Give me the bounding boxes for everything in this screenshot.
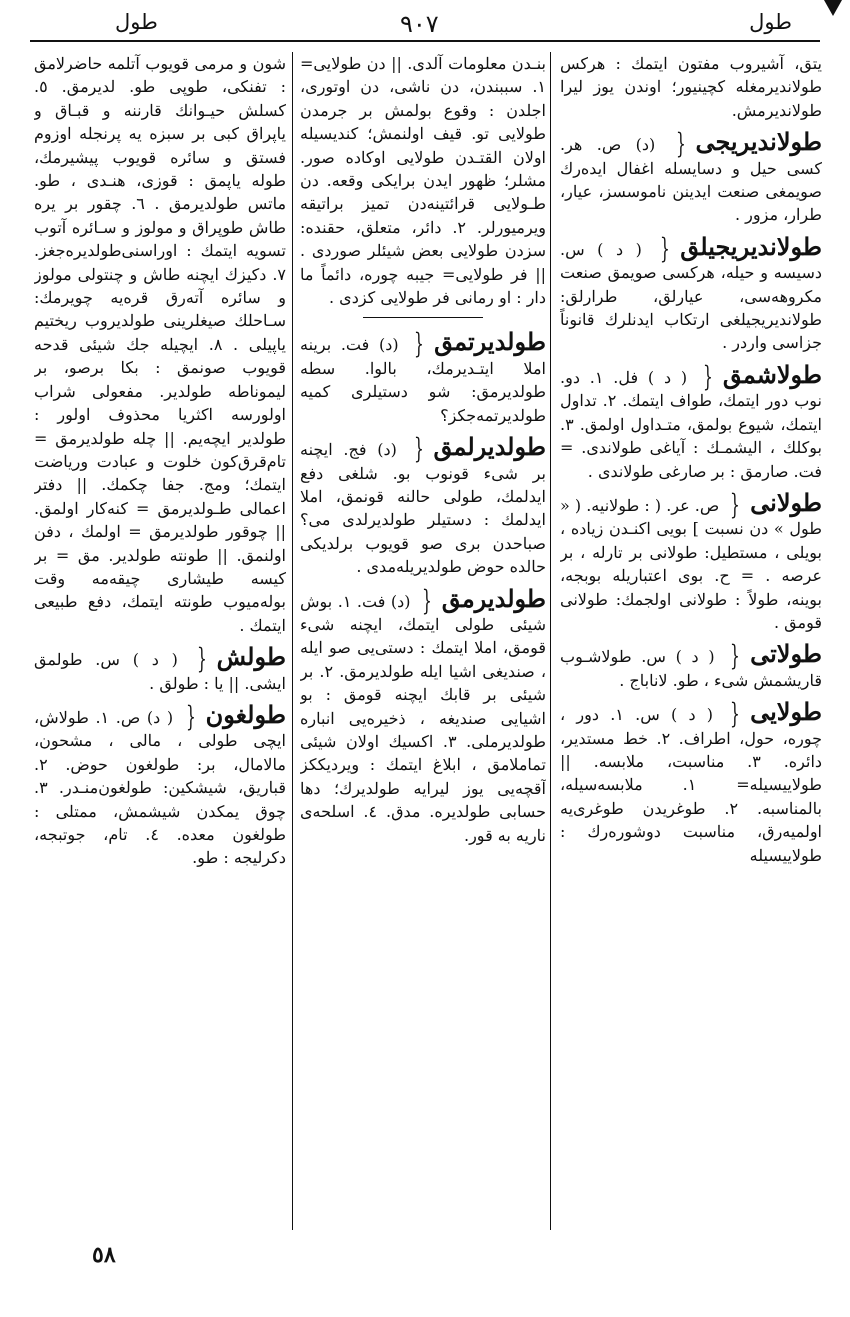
brace-glyph: { (730, 639, 741, 673)
header-left-word: طول (115, 10, 158, 34)
entry-body: ( د ) س. طولاشـوب قاریشمش شیء ، طو. لاناباج . (560, 647, 822, 690)
entry-body: بنـدن معلومات آلدی. || دن طولایی= ١. سببندن، دن ناشی، دن اوتوری، اجلدن : وقوع بولمش بر جرمدن طولایی تو. قیف اولنمش؛ کندیسیله اولان القتـدن طولایی اوکاده صور. مشلر؛ ظهور ایدن برایکی وقعه. دن طـولایی قرائتینه‌دن تمیز براتیقه ویرمیورلر. ٢. دائر، متعلق، حقنده: سزدن طولایی بعض شیئلر صوردی . || فر طولایی= جیبه چوره، دائماً ما دار : او رمانی فر طولایی کزدی . (300, 54, 546, 308)
entry-headword: طولش (216, 642, 286, 672)
dictionary-entry (34, 642, 286, 695)
dictionary-entry (560, 697, 822, 867)
entry-body: (د) فت. برینه املا ایتـدیرمك، بالوا. سطه طولدیرمق: شو دستیلری کمیه طولدیرتمه‌جکز؟ (300, 335, 546, 425)
brace-glyph: { (413, 432, 424, 466)
dictionary-entry (560, 487, 822, 634)
dictionary-entry (300, 327, 546, 427)
entry-headword: طولاندیریجیلق (680, 231, 822, 261)
entry-headword: طولغون (205, 699, 286, 729)
page-corner-marker (824, 0, 842, 16)
column-left (34, 52, 286, 1230)
running-header (30, 4, 820, 42)
dictionary-entry (300, 583, 546, 847)
entry-body: ( د ) س. طولمق ایشی. || یا : طولق . (34, 650, 286, 693)
dictionary-entry (560, 52, 822, 122)
section-separator (363, 317, 483, 320)
brace-glyph: { (414, 327, 425, 361)
brace-glyph: { (703, 359, 713, 393)
entry-body: ( د ) س. ١. دور ، چوره، حول، اطراف. ٢. خط مستدیر، دائره. ٣. مناسبت، ملابسه. || طولاییسیله= ١. ملابسه‌سیله، بالمناسبه. ٢. طوغریدن طوغری‌یه اولمیه‌رق، مناسبت دوشورەرك : طولاییسیله (560, 705, 822, 865)
column-middle (300, 52, 546, 1230)
entry-body: يتق، آشيروب مفتون ايتمك : هركس طولاندیرمغله کچینیور؛ اوندن یوز لیرا طولاندیرمش. (560, 54, 822, 120)
entry-headword: طولاتی (750, 639, 822, 669)
column-divider (550, 52, 551, 1230)
entry-body: ( د ) س. دسیسه و حیله، هرکسی صویمق صنعت مکروهەسی، عیارلق، طرارلق: طولاندیریجیلغی ارتکاب ایدنلرك قانوناً جزاسی واردر . (560, 239, 822, 353)
brace-glyph: { (185, 699, 196, 733)
entry-headword: طولانی (750, 487, 822, 517)
brace-glyph: { (196, 642, 207, 676)
column-divider (292, 52, 293, 1230)
dictionary-entry (560, 359, 822, 483)
entry-headword: طولاشمق (722, 359, 822, 389)
entry-headword: طولدیرلمق (433, 432, 546, 462)
column-right (560, 52, 822, 1230)
brace-glyph: { (660, 231, 671, 265)
entry-headword: طولایی (750, 697, 822, 727)
header-right-word: طول (749, 10, 792, 34)
brace-glyph: { (421, 583, 432, 617)
folio-number: ٥٨ (92, 1242, 116, 1268)
entry-body: (د) فت. ١. بوش شیئی طولی ایتمك، ایچنه شیء قومق، املا ایتمك : دستی‌یی صو ایله ، صندیغی اشیا ایله طولدیرمق. ٢. بر شیئی بر قابك ایچنه قومق : بو اشیایی صندیغه ، ذخیره‌یی انباره طولدیرملی. ٣. اکسیك اولان شیئی تماملامق ، ابلاغ ایتمك : ویردیککز آقچه‌یی یوز لیرایه طولدیرك؛ دها حسابی طولدیره. مدق. ٤. اسلحه‌ی ناریه به قور. (300, 591, 546, 845)
brace-glyph: { (675, 127, 686, 161)
dictionary-entry (560, 127, 822, 227)
entry-body: (د) فج. ایچنه بر شیء قونوب بو. شلغی دفع ایدلمك، طولی حالنه قونمق، املا ایدلمك : دستیلر طولدیرلدی می؟ صباحدن بری صو قویوب برلدیکی حالده حوض طولدیریله‌مدی . (300, 440, 546, 577)
page-number: ٩٠٧ (400, 10, 439, 38)
entry-body: ( د ) فل. ١. دو. نوب دور ایتمك، طواف ایتمك. ٢. تداول ایتمك، شیوع بولمق، متـداول اولمق. ٣. بوکلك ، الیشمـك : آیاغی طولاندی. = فت. صارمق : بر صارغی طولاندی . (560, 367, 822, 481)
dictionary-entry (300, 432, 546, 578)
brace-glyph: { (730, 697, 741, 731)
dictionary-entry (34, 699, 286, 870)
dictionary-entry (560, 231, 822, 355)
brace-glyph: { (730, 487, 741, 521)
dictionary-entry (34, 52, 286, 637)
dictionary-entry (300, 52, 546, 309)
dictionary-entry (560, 639, 822, 692)
entry-headword: طولدیرتمق (434, 327, 546, 357)
entry-headword: طولدیرمق (441, 583, 546, 613)
entry-headword: طولاندیریجی (695, 127, 822, 157)
entry-body: (د) ص. هر. کسی حیل و دسایسله اغفال ایدەرك صویمغی صنعت ایدینن ناموسسز، عیار، طرار، مزور . (560, 135, 822, 225)
entry-body: شون و مرمی قویوب آتلمه حاضرلامق : تفنکی، طوپی طو. لدیرمق. ٥. کسلش حیـوانك قارننه و قبـاق و یاپراق کبی بر سبزه یه پرنجله اوزوم فستق و سائره قویوب پیشیرمك، طوله یاپمق : قوزی، هنـدی ، طو. ماتس طولدیرمق . ٦. چقور بر یره طاش طوپراق و مولوز و سـائره آتوب تسویه ایتمك : اوراسنی‌طولدیره‌جغز. ٧. دکیزك ایچنه طاش و چنتولی مولوز و سائره آتەرق قره‌یه چویرمك: سـاحلك صیغلرینی طولدیروب ریختیم یاپیلی . ٨. ایچیله جك شیئی قدحه قویوب صونمق : بکا برصو، بر لیموناطه طولدیر. مفعولی شراب اولورسه اکثریا محذوف اولور : طولدیر ایچه‌یم. || چله طولدیرمق = تام‌قرق‌کون خلوت و عبادت وریاضت ایتمك؛ ومج. جفا چکمك. || دفتر اعمالی طـولدیرمق = کنه‌کار اولمق. || چوقور طولدیرمق = اولمك ، دفن اولنمق. || طونته طولدیر. مق = بر کیسه طیشاری چیقه‌مه وقت بوله‌میوب طونته ایتمك، دفع طبیعی ایتمك . (34, 54, 286, 635)
entry-body: ( د) ص. ١. طولاش، ایچی طولی ، مالی ، مشحون، مالامال، بر: طولغون حوض. ٢. قباریق، شیشکین: طولغون‌منـدر. ٣. چوق یمکدن شیشمش، ممتلی : طولغون معده. ٤. تام، جوتبجه، دکرلیجه : طو. (34, 707, 286, 868)
entry-body: ص. عر. ( : طولانیه. ( « طول » دن نسبت ] بویی اکنـدن زیاده ، بویلی ، مستطیل: طولانی بر تارله ، بر عرصه . = ح. بوی اعتباریله بوبجه، بوینه، طولاً : طولانی اولجمك: طولانی قومق . (560, 495, 822, 632)
